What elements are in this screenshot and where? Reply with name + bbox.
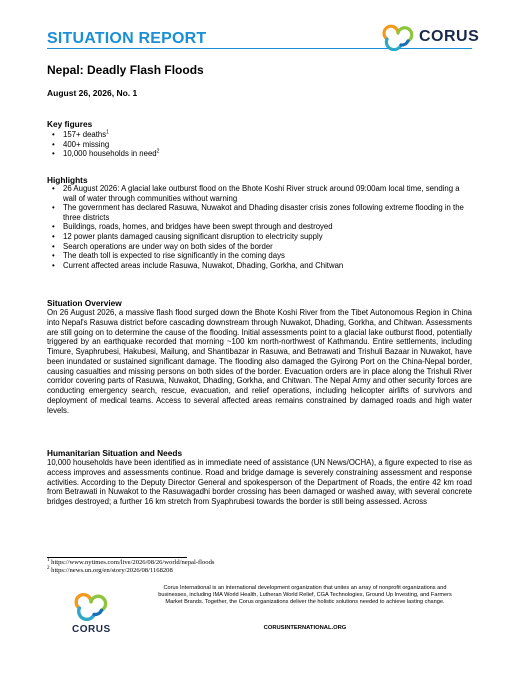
footnote-divider bbox=[47, 557, 187, 558]
list-item: • 26 August 2026: A glacial lake outburst flood on the Bhote Koshi River struck around 09:00am local time, sending a wall of water through communities without warning bbox=[47, 184, 472, 203]
situation-overview-heading: Situation Overview bbox=[47, 298, 122, 308]
list-item: • Current affected areas include Rasuwa, Nuwakot, Dhading, Gorkha, and Chitwan bbox=[47, 261, 472, 271]
key-figure-text: 400+ missing bbox=[63, 139, 110, 149]
list-item bbox=[47, 140, 472, 150]
footnote-ref: 1 bbox=[106, 129, 109, 136]
highlights-list bbox=[47, 184, 472, 270]
key-figures-list bbox=[47, 130, 472, 159]
footer-logo-wordmark: CORUS bbox=[72, 624, 111, 635]
highlights-heading: Highlights bbox=[47, 175, 88, 185]
key-figure-text: 10,000 households in need bbox=[63, 149, 157, 159]
list-item: • Search operations are under way on both sides of the border bbox=[47, 242, 472, 252]
footer-website-link[interactable]: CORUSINTERNATIONAL.ORG bbox=[263, 625, 347, 631]
footer-about-text: Corus International is an international development organization that unites an array of nonprofit organizations and businesses, including IMA World Health, Lutheran World Relief, CGA Technologies, Ground Up Investing, and Farmers Market Brands. Together, the Corus organizations deliver the holistic solutions needed to achieve lasting change. bbox=[158, 585, 452, 605]
footnote-link[interactable]: https://www.nytimes.com/live/2026/08/26/world/nepal-floods bbox=[51, 559, 215, 566]
corus-logo bbox=[381, 23, 479, 51]
document-date: August 26, 2026, No. 1 bbox=[47, 88, 138, 98]
list-item: • The government has declared Rasuwa, Nuwakot and Dhading disaster crisis zones following extreme flooding in the three districts bbox=[47, 203, 472, 222]
list-item bbox=[47, 130, 472, 140]
footnote-number: 1 bbox=[47, 557, 50, 563]
humanitarian-text: 10,000 households have been identified as in immediate need of assistance (UN News/OCHA), a figure expected to rise as access improves and assessments continue. Road and bridge damage is severely constraining assessment and response activities. According to the Deputy Director General and spokesperson of the Department of Roads, the entire 42 km road from Betrawati in Nuwakot to the Rasuwagadhi border crossing has been damaged or washed away, with several concrete bridges destroyed; a further 16 km stretch from Syaphrubesi towards the border is still being assessed. Across bbox=[47, 458, 472, 506]
list-item: • The death toll is expected to rise significantly in the coming days bbox=[47, 251, 472, 261]
footnote-link[interactable]: https://news.un.org/en/story/2026/08/1168208 bbox=[51, 567, 173, 574]
footnote-number: 2 bbox=[47, 565, 50, 571]
key-figures-heading: Key figures bbox=[47, 119, 93, 129]
corus-logo-icon bbox=[381, 23, 415, 51]
list-item: • Buildings, roads, homes, and bridges have been swept through and destroyed bbox=[47, 222, 472, 232]
humanitarian-heading: Humanitarian Situation and Needs bbox=[47, 448, 183, 458]
list-item bbox=[47, 149, 472, 159]
corus-logo-icon bbox=[73, 590, 109, 622]
report-label: SITUATION REPORT bbox=[47, 30, 207, 47]
key-figure-text: 157+ deaths bbox=[63, 130, 107, 139]
logo-wordmark: CORUS bbox=[419, 28, 480, 45]
footnote-ref: 2 bbox=[156, 148, 160, 155]
footer-logo bbox=[72, 590, 111, 635]
document-title: Nepal: Deadly Flash Floods bbox=[47, 63, 204, 77]
footnote bbox=[47, 567, 173, 574]
footnote bbox=[47, 559, 214, 566]
situation-overview-text: On 26 August 2026, a massive flash flood surged down the Bhote Koshi River from the Tibet Autonomous Region in China into Nepal's Rasuwa district before cascading downstream through Nuwakot, Dhading, Gorkha, and Chitwan. Assessments are still going on to determine the cause of the flooding. Initial assessments point to a glacial lake outburst flood, potentially triggered by an earthquake recorded that morning ~100 km north-northwest of Kathmandu. Entire settlements, including Timure, Syaphrubesi, Hakubesi, Mailung, and Shantibazar in Rasuwa, and Betrawati and Trishuli Bazaar in Nuwakot, have been inundated or sustained significant damage. The flooding also damaged the Gyirong Port on the China-Nepal border, causing casualties and missing persons on both sides of the border. Evacuation orders are in place along the Trishuli River corridor covering parts of Rasuwa, Nuwakot, Dhading, Gorkha, and Chitwan. The Nepal Army and other security forces are conducting emergency search, rescue, evacuation, and relief operations, including helicopter airlifts of survivors and deployment of medical teams. Access to several affected areas remains constrained by damaged roads and high water levels. bbox=[47, 308, 472, 415]
list-item: • 12 power plants damaged causing significant disruption to electricity supply bbox=[47, 232, 472, 242]
